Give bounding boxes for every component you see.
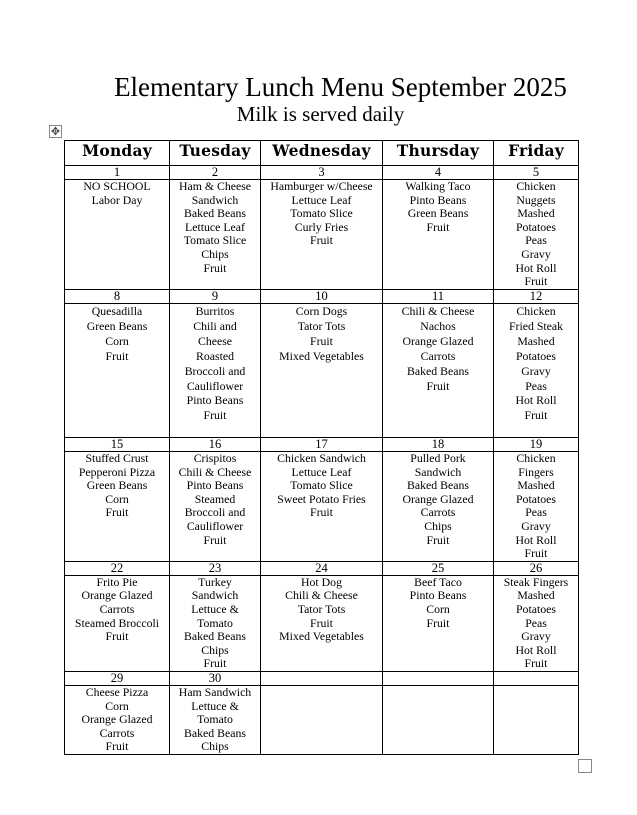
- menu-item: Corn: [105, 491, 129, 506]
- date-number: 11: [383, 290, 494, 304]
- menu-item: Fruit: [524, 274, 548, 289]
- date-number: 8: [65, 290, 170, 304]
- menu-item: Mashed: [517, 206, 555, 221]
- day-menu-cell: [170, 685, 261, 754]
- menu-item: Corn: [426, 601, 450, 616]
- menu-item: Green Beans: [86, 318, 148, 333]
- day-menu-cell: [65, 685, 170, 754]
- day-menu-cell: [261, 452, 383, 562]
- menu-item: Broccoli and: [184, 505, 246, 520]
- menu-item: Carrots: [420, 348, 456, 363]
- day-menu-cell: [261, 180, 383, 290]
- menu-item: Chips: [201, 642, 229, 657]
- date-number: 29: [65, 671, 170, 685]
- menu-items-row: [65, 304, 579, 438]
- day-header-tuesday: Tuesday: [170, 141, 261, 166]
- menu-item: Hot Dog: [301, 575, 342, 589]
- menu-item: Tomato Slice: [290, 206, 353, 221]
- menu-item: Fruit: [426, 532, 450, 547]
- menu-item: Beef Taco: [414, 575, 462, 589]
- menu-item: Steamed Broccoli: [74, 615, 160, 630]
- menu-item: Fruit: [105, 629, 129, 644]
- date-row: [65, 438, 579, 452]
- menu-item: Green Beans: [407, 206, 469, 221]
- menu-item: Green Beans: [86, 478, 148, 493]
- menu-item: Mixed Vegetables: [279, 348, 364, 363]
- menu-item: Orange Glazed: [402, 333, 474, 348]
- menu-item: Sweet Potato Fries: [277, 491, 366, 506]
- date-number: [494, 671, 579, 685]
- menu-item: Gravy: [521, 363, 551, 378]
- date-number: 2: [170, 166, 261, 180]
- menu-item: Corn: [105, 333, 129, 348]
- day-menu-cell: [261, 685, 383, 754]
- menu-item: Pinto Beans: [409, 192, 467, 207]
- menu-item: Chips: [201, 246, 229, 261]
- menu-item: Tomato: [197, 615, 233, 630]
- menu-item: Fruit: [310, 333, 333, 348]
- menu-item: Baked Beans: [184, 629, 246, 644]
- date-number: 1: [65, 166, 170, 180]
- date-number: 15: [65, 438, 170, 452]
- menu-item: Chicken: [516, 304, 556, 318]
- day-menu-cell: [261, 575, 383, 671]
- menu-item: Pepperoni Pizza: [78, 464, 156, 479]
- date-number: 12: [494, 290, 579, 304]
- menu-item: Crispitos: [193, 451, 237, 465]
- menu-item: Pinto Beans: [409, 588, 467, 603]
- date-number: 30: [170, 671, 261, 685]
- menu-item: Labor Day: [91, 192, 143, 207]
- date-row: [65, 671, 579, 685]
- menu-item: Hamburger w/Cheese: [270, 179, 373, 193]
- menu-item: Baked Beans: [184, 206, 246, 221]
- date-number: 5: [494, 166, 579, 180]
- menu-item: Fruit: [426, 378, 450, 393]
- menu-item: Lettuce Leaf: [291, 464, 352, 479]
- menu-items-row: [65, 180, 579, 290]
- day-menu-cell: [494, 452, 579, 562]
- menu-item: Corn: [105, 698, 129, 713]
- menu-item: Sandwich: [191, 192, 239, 207]
- menu-item: Roasted: [195, 348, 234, 363]
- menu-item: Orange Glazed: [81, 588, 153, 603]
- page-subtitle: Milk is served daily: [236, 102, 405, 126]
- menu-item: Lettuce Leaf: [185, 219, 245, 234]
- menu-item: Peas: [525, 505, 547, 520]
- menu-item: Fruit: [524, 656, 548, 671]
- day-header-friday: Friday: [494, 141, 579, 166]
- date-number: 19: [494, 438, 579, 452]
- menu-item: Chili & Cheese: [401, 304, 475, 318]
- menu-item: Nachos: [420, 318, 456, 333]
- day-menu-cell: [170, 180, 261, 290]
- date-number: 26: [494, 561, 579, 575]
- menu-item: NO SCHOOL: [83, 179, 151, 193]
- date-row: [65, 561, 579, 575]
- menu-item: Mashed: [517, 588, 555, 603]
- menu-item: Chili & Cheese: [178, 464, 252, 479]
- day-menu-cell: [494, 180, 579, 290]
- day-header-row: [65, 141, 579, 166]
- menu-item: Hot Roll: [515, 642, 557, 657]
- menu-item: Cauliflower: [186, 518, 244, 533]
- menu-item: Steamed: [194, 491, 236, 506]
- menu-item: Peas: [525, 615, 547, 630]
- menu-item: Chips: [424, 518, 452, 533]
- day-header-wednesday: Wednesday: [261, 141, 383, 166]
- menu-item: Fingers: [518, 464, 554, 479]
- date-number: 4: [383, 166, 494, 180]
- day-menu-cell: [65, 304, 170, 438]
- date-number: 24: [261, 561, 383, 575]
- menu-item: Orange Glazed: [81, 712, 153, 727]
- day-menu-cell: [170, 304, 261, 438]
- menu-item: Chili & Cheese: [285, 588, 358, 603]
- menu-item: Fruit: [310, 505, 333, 520]
- menu-item: Carrots: [420, 505, 456, 520]
- menu-item: Curly Fries: [294, 219, 349, 234]
- menu-item: Fruit: [426, 615, 450, 630]
- menu-item: Fruit: [426, 219, 450, 234]
- menu-item: Lettuce Leaf: [291, 192, 352, 207]
- menu-item: Orange Glazed: [402, 491, 474, 506]
- menu-item: Baked Beans: [407, 478, 469, 493]
- menu-items-row: [65, 685, 579, 754]
- menu-item: Quesadilla: [91, 304, 143, 318]
- menu-item: Fruit: [203, 532, 227, 547]
- menu-item: Tator Tots: [297, 601, 346, 616]
- day-menu-cell: [65, 575, 170, 671]
- menu-item: Broccoli and: [184, 363, 246, 378]
- menu-item: Cheese: [197, 333, 233, 348]
- menu-item: Fruit: [524, 546, 548, 561]
- day-menu-cell: [383, 452, 494, 562]
- menu-item: Frito Pie: [96, 575, 138, 589]
- menu-item: Fruit: [524, 408, 548, 423]
- menu-item: Fruit: [203, 260, 227, 275]
- menu-item: Baked Beans: [407, 363, 469, 378]
- menu-item: Turkey: [198, 575, 232, 589]
- day-menu-cell: [383, 685, 494, 754]
- menu-item: Fried Steak: [508, 318, 564, 333]
- day-header-monday: Monday: [65, 141, 170, 166]
- day-menu-cell: [383, 304, 494, 438]
- menu-item: Chicken: [516, 451, 556, 465]
- date-number: 3: [261, 166, 383, 180]
- menu-item: Peas: [525, 378, 547, 393]
- menu-body: [65, 166, 579, 755]
- menu-item: Hot Roll: [515, 532, 557, 547]
- menu-item: Chili and: [193, 318, 237, 333]
- menu-item: Potatoes: [516, 348, 556, 363]
- menu-item: Walking Taco: [405, 179, 471, 193]
- menu-item: Baked Beans: [184, 725, 246, 740]
- day-menu-cell: [383, 180, 494, 290]
- menu-item: Chicken: [516, 179, 556, 193]
- menu-item: Chicken Sandwich: [277, 451, 366, 465]
- menu-item: Potatoes: [516, 491, 556, 506]
- menu-item: Nuggets: [516, 192, 556, 207]
- menu-item: Pinto Beans: [186, 393, 244, 408]
- menu-item: Chips: [201, 739, 229, 754]
- date-number: 25: [383, 561, 494, 575]
- menu-item: Fruit: [310, 233, 333, 248]
- menu-item: Mashed: [517, 333, 555, 348]
- date-number: 16: [170, 438, 261, 452]
- menu-item: Pulled Pork: [410, 451, 466, 465]
- menu-item: Tomato: [197, 712, 233, 727]
- day-menu-cell: [170, 575, 261, 671]
- date-number: [383, 671, 494, 685]
- day-menu-cell: [494, 685, 579, 754]
- menu-item: Burritos: [195, 304, 235, 318]
- menu-item: Steak Fingers: [503, 575, 569, 589]
- date-number: 23: [170, 561, 261, 575]
- menu-item: Fruit: [105, 505, 129, 520]
- day-menu-cell: [383, 575, 494, 671]
- menu-item: Peas: [525, 233, 547, 248]
- menu-item: Hot Roll: [515, 393, 557, 408]
- menu-item: Tator Tots: [297, 318, 346, 333]
- lunch-menu-table: [64, 140, 579, 755]
- table-move-handle-icon[interactable]: ✥: [50, 125, 61, 138]
- menu-item: Mashed: [517, 478, 555, 493]
- menu-item: Hot Roll: [515, 260, 557, 275]
- table-resize-handle[interactable]: [578, 759, 592, 773]
- menu-item: Potatoes: [516, 601, 556, 616]
- date-row: [65, 166, 579, 180]
- menu-items-row: [65, 452, 579, 562]
- menu-item: Ham Sandwich: [178, 685, 252, 699]
- day-menu-cell: [261, 304, 383, 438]
- menu-item: Potatoes: [516, 219, 556, 234]
- date-row: [65, 290, 579, 304]
- menu-item: Gravy: [521, 518, 551, 533]
- day-menu-cell: [65, 452, 170, 562]
- date-number: 17: [261, 438, 383, 452]
- page-title: Elementary Lunch Menu September 2025: [114, 72, 567, 102]
- menu-item: Sandwich: [414, 464, 462, 479]
- menu-item: Fruit: [105, 739, 129, 754]
- menu-item: Fruit: [310, 615, 333, 630]
- day-menu-cell: [494, 304, 579, 438]
- menu-items-row: [65, 575, 579, 671]
- date-number: 22: [65, 561, 170, 575]
- menu-item: Corn Dogs: [295, 304, 348, 318]
- menu-item: Gravy: [521, 629, 551, 644]
- menu-item: Carrots: [99, 601, 135, 616]
- menu-item: Cauliflower: [186, 378, 244, 393]
- menu-item: Mixed Vegetables: [279, 629, 364, 644]
- menu-item: Pinto Beans: [186, 478, 244, 493]
- menu-item: Tomato Slice: [290, 478, 353, 493]
- menu-item: Cheese Pizza: [85, 685, 149, 699]
- menu-item: Tomato Slice: [183, 233, 247, 248]
- menu-item: Stuffed Crust: [85, 451, 149, 465]
- menu-item: Carrots: [99, 725, 135, 740]
- menu-item: Fruit: [105, 348, 129, 363]
- day-header-thursday: Thursday: [383, 141, 494, 166]
- menu-item: Sandwich: [191, 588, 239, 603]
- date-number: 18: [383, 438, 494, 452]
- menu-item: Gravy: [521, 246, 551, 261]
- menu-item: Ham & Cheese: [178, 179, 252, 193]
- day-menu-cell: [494, 575, 579, 671]
- date-number: 10: [261, 290, 383, 304]
- day-menu-cell: [65, 180, 170, 290]
- date-number: 9: [170, 290, 261, 304]
- date-number: [261, 671, 383, 685]
- menu-item: Lettuce &: [191, 601, 239, 616]
- menu-item: Fruit: [203, 408, 227, 423]
- menu-item: Lettuce &: [191, 698, 239, 713]
- menu-item: Fruit: [203, 656, 227, 671]
- day-menu-cell: [170, 452, 261, 562]
